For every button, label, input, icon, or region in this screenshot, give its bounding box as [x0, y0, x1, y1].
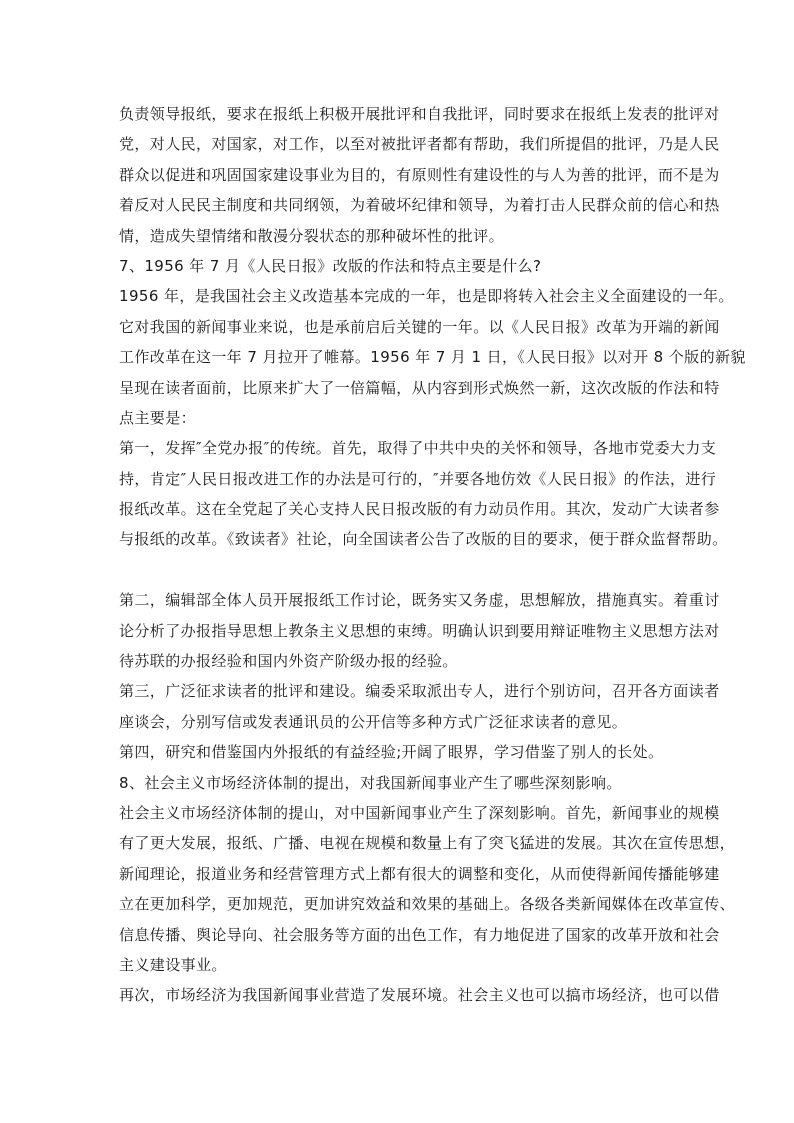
text-line: 负责领导报纸，要求在报纸上积极开展批评和自我批评，同时要求在报纸上发表的批评对 — [119, 105, 720, 123]
text-line: 它对我国的新闻事业来说，也是承前启后关键的一年。以《人民日报》改革为开端的新闻 — [119, 317, 720, 336]
text-line: 新闻理论，报道业务和经营管理方式上都有很大的调整和变化，从而使得新闻传播能够建 — [119, 864, 720, 883]
text-line: 情，造成失望情绪和散漫分裂状态的那种破坏性的批评。 — [119, 226, 505, 245]
text-line: 1956 年，是我国社会主义改造基本完成的一年，也是即将转入社会主义全面建设的一年。 — [119, 287, 734, 306]
text-line: 有了更大发展，报纸、广播、电视在规模和数量上有了突飞猛进的发展。其次在宣传思想， — [119, 834, 736, 853]
paragraph-point-two — [119, 585, 720, 676]
paragraph-point-one — [119, 433, 728, 555]
text-line: 第二，编辑部全体人员开展报纸工作讨论，既务实又务虚，思想解放，措施真实。着重讨 — [119, 591, 720, 610]
question-7-heading — [119, 251, 679, 281]
text-line: 群众以促进和巩固国家建设事业为目的，有原则性有建设性的与人为善的批评，而不是为 — [119, 165, 720, 184]
paragraph-point-four — [119, 737, 679, 767]
text-line: 党，对人民，对国家，对工作，以至对被批评者都有帮助，我们所提倡的批评，乃是人民 — [119, 135, 720, 154]
text-line: 工作改革在这一年 7 月拉开了帷幕。1956 年 7 月 1 日，《人民日报》以对开 8 个版的新貌 — [119, 348, 746, 367]
text-line: 第一，发挥″全党办报″的传统。首先，取得了中共中央的关怀和领导，各地市党委大力支 — [119, 439, 717, 458]
text-line: 持，肯定″人民日报改进工作的办法是可行的，″并要各地仿效《人民日报》的作法，进行 — [119, 469, 717, 488]
text-line: 7、1956 年 7 月《人民日报》改版的作法和特点主要是什么? — [119, 256, 542, 275]
paragraph-market-economy — [119, 798, 736, 980]
text-line: 第三，广泛征求读者的批评和建设。编委采取派出专人，进行个别访问，召开各方面读者 — [119, 682, 720, 701]
text-line: 社会主义市场经济体制的提山，对中国新闻事业产生了深刻影响。首先，新闻事业的规模 — [119, 803, 720, 822]
question-8-heading — [119, 768, 679, 798]
paragraph-point-three — [119, 676, 720, 737]
paragraph-again — [119, 980, 720, 1010]
text-line: 第四，研究和借鉴国内外报纸的有益经验;开阔了眼界，学习借鉴了别人的长处。 — [119, 743, 664, 762]
text-line: 主义建设事业。 — [119, 955, 227, 974]
text-line: 着反对人民民主制度和共同纲领，为着破坏纪律和领导，为着打击人民群众前的信心和热 — [119, 196, 720, 215]
text-line: 信息传播、舆论导向、社会服务等方面的出色工作，有力地促进了国家的改革开放和社会 — [119, 925, 720, 944]
text-line: 再次，市场经济为我国新闻事业营造了发展环境。社会主义也可以搞市场经济，也可以借 — [119, 986, 720, 1005]
document-body — [119, 99, 746, 1011]
text-line: 8、社会主义市场经济体制的提出，对我国新闻事业产生了哪些深刻影响。 — [119, 773, 622, 792]
text-line: 待苏联的办报经验和国内外资产阶级办报的经验。 — [119, 652, 458, 671]
text-line: 论分析了办报指导思想上教条主义思想的束缚。明确认识到要用辩证唯物主义思想方法对 — [119, 621, 720, 640]
text-line: 立在更加科学，更加规范，更加讲究效益和效果的基础上。各级各类新闻媒体在改革宣传、 — [119, 895, 736, 914]
paragraph-1956-reform — [119, 281, 746, 433]
blank-line — [119, 555, 679, 585]
text-line: 呈现在读者面前，比原来扩大了一倍篇幅，从内容到形式焕然一新，这次改版的作法和特 — [119, 378, 720, 397]
text-line: 与报纸的改革。《致读者》社论，向全国读者公告了改版的目的要求，便于群众监督帮助。 — [119, 530, 728, 549]
paragraph-criticism — [119, 99, 720, 251]
text-line: 报纸改革。这在全党起了关心支持人民日报改版的有力动员作用。其次，发动广大读者参 — [119, 500, 720, 519]
text-line: 座谈会，分别写信或发表通讯员的公开信等多种方式广泛征求读者的意见。 — [119, 712, 628, 731]
text-line: 点主要是： — [119, 408, 197, 427]
